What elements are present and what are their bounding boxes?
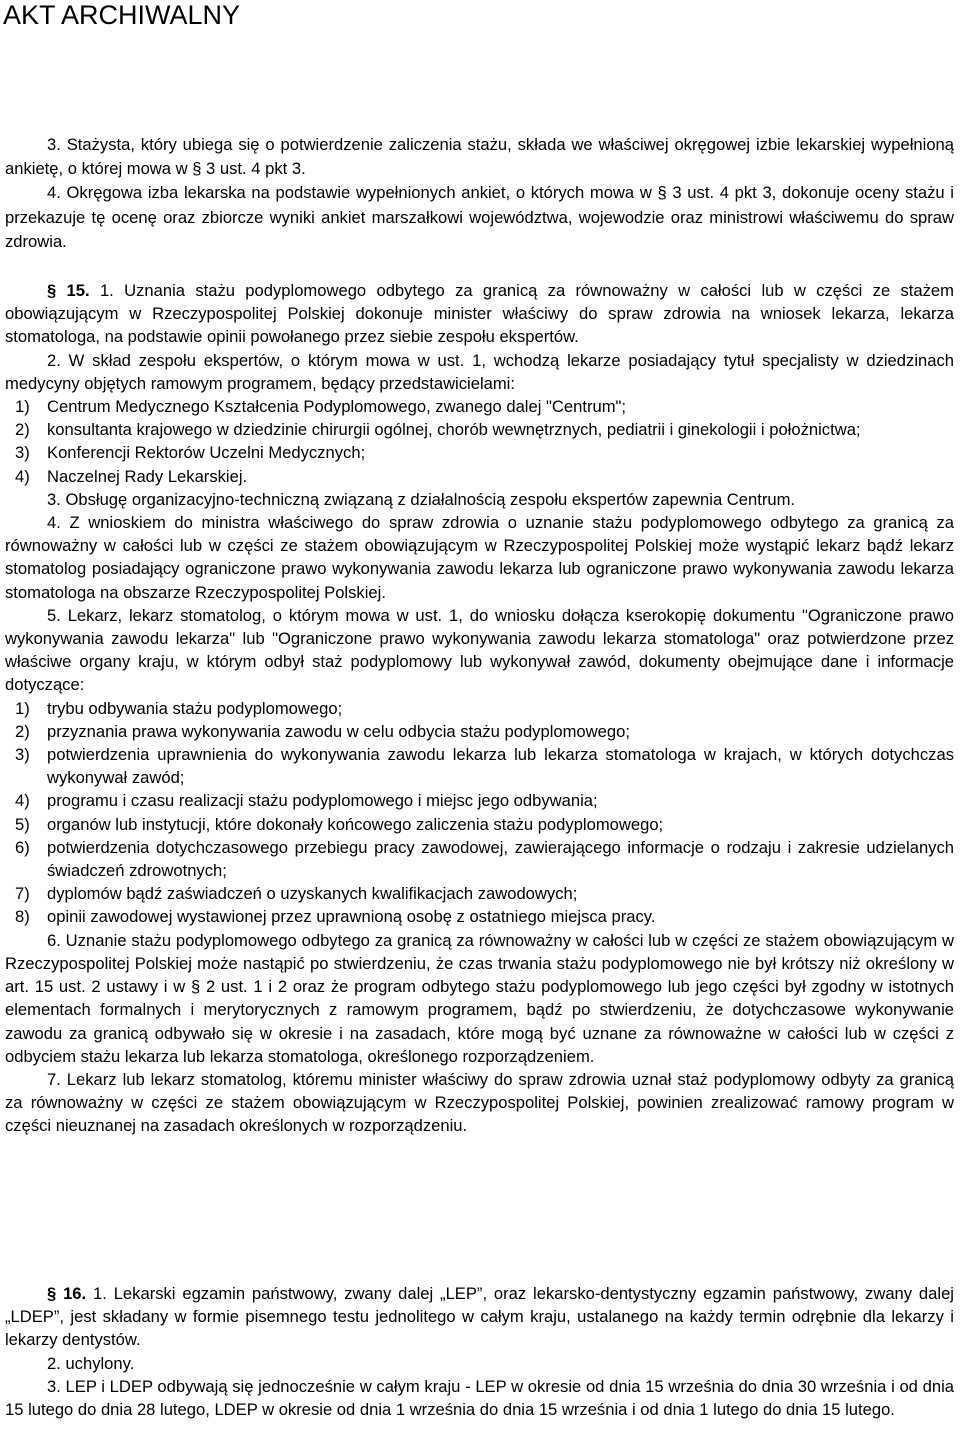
list-item: 8) opinii zawodowej wystawionej przez uprawnioną osobę z ostatniego miejsca pracy. bbox=[15, 907, 656, 927]
paragraph-16-3: 3. LEP i LDEP odbywają się jednocześnie w całym kraju - LEP w okresie od dnia 15 września do dnia 30 września i od dnia 15 lutego do dnia 28 lutego, LDEP w okresie od dnia 1 września do dnia 15 września i od dnia 1 lutego do dnia 15 lutego. bbox=[5, 1376, 954, 1420]
section-15 bbox=[5, 279, 954, 1138]
paragraph-15-4: 4. Z wnioskiem do ministra właściwego do spraw zdrowia o uznanie stażu podyplomowego odbytego za granicą za równoważny w całości lub w części ze stażem obowiązującym w Rzeczypospolitej Polskiej może wystąpić lekarz bądź lekarz stomatolog posiadający ograniczone prawo wykonywania zawodu lekarza lub ograniczone prawo wykonywania zawodu lekarza stomatologa na obszarze Rzeczypospolitej Polskiej. bbox=[5, 513, 954, 602]
list-item: 1) Centrum Medycznego Kształcenia Podyplomowego, zwanego dalej "Centrum"; bbox=[15, 397, 627, 417]
paragraph-15-5: 5. Lekarz, lekarz stomatolog, o którym mowa w ust. 1, do wniosku dołącza kserokopię dokumentu "Ograniczone prawo wykonywania zawodu lekarza" lub "Ograniczone prawo wykonywania zawodu lekarza stomatologa" oraz potwierdzone przez właściwe organy kraju, w którym odbył staż podyplomowy lub wykonywał zawód, dokumenty obejmujące dane i informacje dotyczące: bbox=[5, 605, 954, 695]
paragraph-15-3: 3. Obsługę organizacyjno-techniczną związaną z działalnością zespołu ekspertów zapewnia Centrum. bbox=[47, 489, 796, 509]
list-item: 4) programu i czasu realizacji stażu podyplomowego i miejsc jego odbywania; bbox=[15, 791, 598, 811]
list-item: 3) potwierdzenia uprawnienia do wykonywania zawodu lekarza lub lekarza stomatologa w krajach, w których dotychczas wykonywał zawód; bbox=[15, 745, 954, 788]
paragraph-16-1-text: 1. Lekarski egzamin państwowy, zwany dalej „LEP”, oraz lekarsko-dentystyczny egzamin państwowy, zwany dalej „LDEP”, jest składany w formie pisemnego testu jednolitego w całym kraju, ustalanego na każdy termin odrębnie dla lekarzy i lekarzy dentystów. bbox=[5, 1284, 954, 1350]
paragraph-14-4: 4. Okręgowa izba lekarska na podstawie wypełnionych ankiet, o których mowa w § 3 ust. 4 pkt 3, dokonuje oceny stażu i przekazuje tę ocenę oraz zbiorcze wyniki ankiet marszałkowi województwa, wojewodzie oraz ministrowi właściwemu do spraw zdrowia. bbox=[5, 183, 954, 251]
paragraph-15-7: 7. Lekarz lub lekarz stomatolog, któremu minister właściwy do spraw zdrowia uznał staż podyplomowy odbyty za granicą za równoważny w części ze stażem obowiązującym w Rzeczypospolitej Polskiej, powinien zrealizować ramowy program w części nieuznanej na zasadach określonych w rozporządzeniu. bbox=[5, 1069, 954, 1136]
list-item: 6) potwierdzenia dotychczasowego przebiegu pracy zawodowej, zawierającego informacje o rodzaju i zakresie udzielanych świadczeń zdrowotnych; bbox=[15, 837, 954, 881]
page-header: AKT ARCHIWALNY bbox=[3, 0, 241, 30]
list-item: 4) Naczelnej Rady Lekarskiej. bbox=[15, 466, 248, 486]
paragraph-15-1-text: 1. Uznania stażu podyplomowego odbytego za granicą za równoważny w całości lub w części ze stażem obowiązującym w Rzeczypospolitej Polskiej dokonuje minister właściwy do spraw zdrowia na wniosek lekarza, lekarza stomatologa, na podstawie opinii powołanego przez siebie zespołu ekspertów. bbox=[5, 281, 954, 347]
paragraph-14-3: 3. Stażysta, który ubiega się o potwierdzenie zaliczenia stażu, składa we właściwej okręgowej izbie lekarskiej wypełnioną ankietę, o której mowa w § 3 ust. 4 pkt 3. bbox=[5, 135, 954, 179]
list-item: 1) trybu odbywania stażu podyplomowego; bbox=[15, 698, 343, 718]
paragraph-16-2: 2. uchylony. bbox=[47, 1353, 135, 1373]
list-item: 7) dyplomów bądź zaświadczeń o uzyskanych kwalifikacjach zawodowych; bbox=[15, 884, 578, 904]
section-16 bbox=[5, 1282, 954, 1421]
section-15-heading: § 15. bbox=[47, 281, 90, 300]
section-16-heading: § 16. bbox=[47, 1284, 87, 1303]
paragraph-15-1 bbox=[5, 279, 954, 349]
paragraph-16-1 bbox=[5, 1282, 954, 1352]
section-14-continuation bbox=[5, 133, 954, 254]
paragraph-15-6: 6. Uznanie stażu podyplomowego odbytego za granicą za równoważny w całości lub w części ze stażem obowiązującym w Rzeczypospolitej Polskiej może nastąpić po stwierdzeniu, że czas trwania stażu podyplomowego nie był krótszy niż określony w art. 15 ust. 2 ustawy i w § 2 ust. 1 i 2 oraz że program odbytego stażu podyplomowego lub jego części był zgodny w istotnych elementach formalnych i merytorycznych z ramowym programem, bądź po stwierdzeniu, że dotychczasowe wykonywanie zawodu za granicą odbywało się w okresie i na zasadach, które mogą być uznane za równoważne w całości lub w części z odbyciem stażu lekarza lub lekarza stomatologa, określonego rozporządzeniem. bbox=[5, 930, 954, 1066]
list-item: 3) Konferencji Rektorów Uczelni Medycznych; bbox=[15, 443, 366, 463]
list-item: 2) przyznania prawa wykonywania zawodu w celu odbycia stażu podyplomowego; bbox=[15, 721, 630, 741]
list-item: 5) organów lub instytucji, które dokonały końcowego zaliczenia stażu podyplomowego; bbox=[15, 814, 664, 834]
list-item: 2) konsultanta krajowego w dziedzinie chirurgii ogólnej, chorób wewnętrznych, pediatrii i ginekologii i położnictwa; bbox=[15, 420, 861, 440]
paragraph-15-2: 2. W skład zespołu ekspertów, o którym mowa w ust. 1, wchodzą lekarze posiadający tytuł specjalisty w dziedzinach medycyny objętych ramowym programem, będący przedstawicielami: bbox=[5, 350, 954, 393]
